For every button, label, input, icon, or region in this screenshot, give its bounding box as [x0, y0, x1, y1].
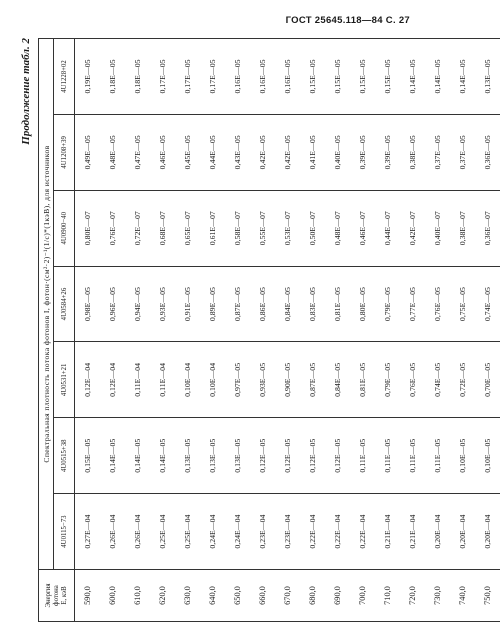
value-cell: 0,12E—04 — [100, 342, 125, 418]
value-cell: 0,84E—05 — [275, 266, 300, 342]
value-cell: 0,11E—04 — [125, 342, 150, 418]
value-cell: 0,87E—05 — [300, 342, 325, 418]
value-cell: 0,16E—05 — [250, 39, 275, 115]
value-cell: 0,94E—05 — [125, 266, 150, 342]
value-cell: 0,48E—07 — [325, 190, 350, 266]
value-cell: 0,80E—05 — [350, 266, 375, 342]
value-cell: 0,20E—04 — [475, 494, 500, 570]
value-cell: 0,47E—05 — [125, 114, 150, 190]
value-cell: 0,36E—05 — [475, 114, 500, 190]
value-cell: 0,12E—05 — [250, 418, 275, 494]
value-cell: 0,21E—04 — [400, 494, 425, 570]
value-cell: 0,11E—05 — [400, 418, 425, 494]
table-row — [300, 39, 325, 622]
value-cell: 0,11E—05 — [375, 418, 400, 494]
value-cell: 0,14E—05 — [125, 418, 150, 494]
value-cell: 0,97E—05 — [225, 342, 250, 418]
value-cell: 0,21E—04 — [375, 494, 400, 570]
value-cell: 0,39E—05 — [350, 114, 375, 190]
table-row — [375, 39, 400, 622]
table-row — [125, 39, 150, 622]
value-cell: 0,50E—07 — [300, 190, 325, 266]
table-row — [400, 39, 425, 622]
value-cell: 0,49E—05 — [75, 114, 101, 190]
rotated-table-block — [20, 38, 492, 622]
value-cell: 0,13E—05 — [475, 39, 500, 115]
value-cell: 0,24E—04 — [225, 494, 250, 570]
value-cell: 0,17E—05 — [200, 39, 225, 115]
value-cell: 0,93E—05 — [250, 342, 275, 418]
table-continuation-title: Продолжение табл. 2 — [20, 38, 32, 145]
source-header: 4U0531+21 — [54, 342, 75, 418]
table-row — [250, 39, 275, 622]
energy-cell: 610,0 — [125, 570, 150, 622]
value-cell: 0,58E—07 — [225, 190, 250, 266]
value-cell: 0,44E—05 — [200, 114, 225, 190]
value-cell: 0,20E—04 — [425, 494, 450, 570]
source-header: 4U0115−73 — [54, 494, 75, 570]
value-cell: 0,14E—05 — [450, 39, 475, 115]
value-cell: 0,14E—05 — [400, 39, 425, 115]
energy-cell: 700,0 — [350, 570, 375, 622]
value-cell: 0,22E—04 — [300, 494, 325, 570]
value-cell: 0,16E—05 — [225, 39, 250, 115]
value-cell: 0,22E—04 — [350, 494, 375, 570]
table-row — [325, 39, 350, 622]
value-cell: 0,48E—05 — [100, 114, 125, 190]
value-cell: 0,53E—07 — [275, 190, 300, 266]
value-cell: 0,42E—05 — [275, 114, 300, 190]
value-cell: 0,42E—07 — [400, 190, 425, 266]
source-header: 4U0515+38 — [54, 418, 75, 494]
source-header: 4U0900−40 — [54, 190, 75, 266]
value-cell: 0,17E—05 — [150, 39, 175, 115]
table-row — [350, 39, 375, 622]
value-cell: 0,14E—05 — [100, 418, 125, 494]
value-cell: 0,46E—05 — [150, 114, 175, 190]
value-cell: 0,25E—04 — [175, 494, 200, 570]
value-cell: 0,76E—05 — [425, 266, 450, 342]
energy-cell: 690,0 — [325, 570, 350, 622]
table-row — [225, 39, 250, 622]
value-cell: 0,41E—05 — [300, 114, 325, 190]
energy-cell: 640,0 — [200, 570, 225, 622]
table-row — [275, 39, 300, 622]
value-cell: 0,72E—07 — [125, 190, 150, 266]
value-cell: 0,86E—05 — [250, 266, 275, 342]
value-cell: 0,20E—04 — [450, 494, 475, 570]
source-header-row — [54, 39, 75, 622]
value-cell: 0,15E—05 — [300, 39, 325, 115]
value-cell: 0,44E—07 — [375, 190, 400, 266]
value-cell: 0,10E—05 — [450, 418, 475, 494]
value-cell: 0,26E—04 — [125, 494, 150, 570]
value-cell: 0,22E—04 — [325, 494, 350, 570]
source-header: 4U1208+39 — [54, 114, 75, 190]
value-cell: 0,36E—07 — [475, 190, 500, 266]
value-cell: 0,26E—04 — [100, 494, 125, 570]
energy-cell: 730,0 — [425, 570, 450, 622]
value-cell: 0,12E—05 — [300, 418, 325, 494]
source-header: 4U1228+02 — [54, 39, 75, 115]
value-cell: 0,19E—05 — [75, 39, 101, 115]
value-cell: 0,93E—05 — [150, 266, 175, 342]
value-cell: 0,38E—07 — [450, 190, 475, 266]
value-cell: 0,37E—05 — [425, 114, 450, 190]
value-cell: 0,16E—05 — [275, 39, 300, 115]
value-cell: 0,79E—05 — [375, 342, 400, 418]
value-cell: 0,12E—04 — [75, 342, 101, 418]
value-cell: 0,79E—05 — [375, 266, 400, 342]
table-row — [450, 39, 475, 622]
spectral-density-header: Спектральная плотность потока фотонов I, фотон·(см²·2)⁻¹(1/с)*(1кэВ), для источников — [39, 39, 54, 570]
value-cell: 0,40E—07 — [425, 190, 450, 266]
value-cell: 0,27E—04 — [75, 494, 101, 570]
value-cell: 0,83E—05 — [300, 266, 325, 342]
value-cell: 0,11E—05 — [350, 418, 375, 494]
value-cell: 0,89E—05 — [200, 266, 225, 342]
value-cell: 0,37E—05 — [450, 114, 475, 190]
value-cell: 0,18E—05 — [100, 39, 125, 115]
value-cell: 0,45E—05 — [175, 114, 200, 190]
value-cell: 0,43E—05 — [225, 114, 250, 190]
value-cell: 0,15E—05 — [325, 39, 350, 115]
value-cell: 0,11E—04 — [150, 342, 175, 418]
energy-cell: 620,0 — [150, 570, 175, 622]
table-row — [150, 39, 175, 622]
value-cell: 0,74E—05 — [425, 342, 450, 418]
value-cell: 0,13E—05 — [225, 418, 250, 494]
value-cell: 0,90E—05 — [275, 342, 300, 418]
energy-cell: 670,0 — [275, 570, 300, 622]
energy-cell: 630,0 — [175, 570, 200, 622]
value-cell: 0,24E—04 — [200, 494, 225, 570]
spectral-density-table — [38, 38, 500, 622]
energy-cell: 680,0 — [300, 570, 325, 622]
value-cell: 0,18E—05 — [125, 39, 150, 115]
table-row — [75, 39, 101, 622]
value-cell: 0,81E—05 — [350, 342, 375, 418]
value-cell: 0,14E—05 — [425, 39, 450, 115]
value-cell: 0,68E—07 — [150, 190, 175, 266]
value-cell: 0,75E—05 — [450, 266, 475, 342]
value-cell: 0,12E—05 — [275, 418, 300, 494]
energy-cell: 750,0 — [475, 570, 500, 622]
value-cell: 0,10E—04 — [175, 342, 200, 418]
value-cell: 0,40E—05 — [325, 114, 350, 190]
value-cell: 0,13E—05 — [200, 418, 225, 494]
value-cell: 0,39E—05 — [375, 114, 400, 190]
value-cell: 0,46E—07 — [350, 190, 375, 266]
value-cell: 0,42E—05 — [250, 114, 275, 190]
energy-cell: 650,0 — [225, 570, 250, 622]
value-cell: 0,11E—05 — [425, 418, 450, 494]
value-cell: 0,65E—07 — [175, 190, 200, 266]
energy-cell: 600,0 — [100, 570, 125, 622]
energy-column-header: Энергия фотона Е, кэВ — [39, 570, 75, 622]
value-cell: 0,13E—05 — [175, 418, 200, 494]
table-body — [75, 39, 500, 622]
value-cell: 0,15E—05 — [75, 418, 101, 494]
energy-cell: 590,0 — [75, 570, 101, 622]
value-cell: 0,96E—05 — [100, 266, 125, 342]
value-cell: 0,38E—05 — [400, 114, 425, 190]
value-cell: 0,23E—04 — [275, 494, 300, 570]
energy-cell: 710,0 — [375, 570, 400, 622]
value-cell: 0,74E—05 — [475, 266, 500, 342]
energy-cell: 740,0 — [450, 570, 475, 622]
table-row — [425, 39, 450, 622]
value-cell: 0,61E—07 — [200, 190, 225, 266]
value-cell: 0,10E—04 — [200, 342, 225, 418]
value-cell: 0,23E—04 — [250, 494, 275, 570]
value-cell: 0,55E—07 — [250, 190, 275, 266]
value-cell: 0,98E—05 — [75, 266, 101, 342]
value-cell: 0,10E—05 — [475, 418, 500, 494]
value-cell: 0,15E—05 — [375, 39, 400, 115]
value-cell: 0,70E—05 — [475, 342, 500, 418]
value-cell: 0,80E—07 — [75, 190, 101, 266]
value-cell: 0,12E—05 — [325, 418, 350, 494]
source-header: 4U0584+26 — [54, 266, 75, 342]
value-cell: 0,84E—05 — [325, 342, 350, 418]
page-header: ГОСТ 25645.118—84 С. 27 — [285, 15, 410, 26]
table-row — [475, 39, 500, 622]
value-cell: 0,25E—04 — [150, 494, 175, 570]
value-cell: 0,81E—05 — [325, 266, 350, 342]
table-row — [175, 39, 200, 622]
value-cell: 0,76E—05 — [400, 342, 425, 418]
value-cell: 0,77E—05 — [400, 266, 425, 342]
value-cell: 0,91E—05 — [175, 266, 200, 342]
table-row — [200, 39, 225, 622]
table-row — [100, 39, 125, 622]
value-cell: 0,17E—05 — [175, 39, 200, 115]
energy-cell: 720,0 — [400, 570, 425, 622]
value-cell: 0,87E—05 — [225, 266, 250, 342]
value-cell: 0,15E—05 — [350, 39, 375, 115]
value-cell: 0,76E—07 — [100, 190, 125, 266]
value-cell: 0,14E—05 — [150, 418, 175, 494]
energy-cell: 660,0 — [250, 570, 275, 622]
value-cell: 0,72E—05 — [450, 342, 475, 418]
